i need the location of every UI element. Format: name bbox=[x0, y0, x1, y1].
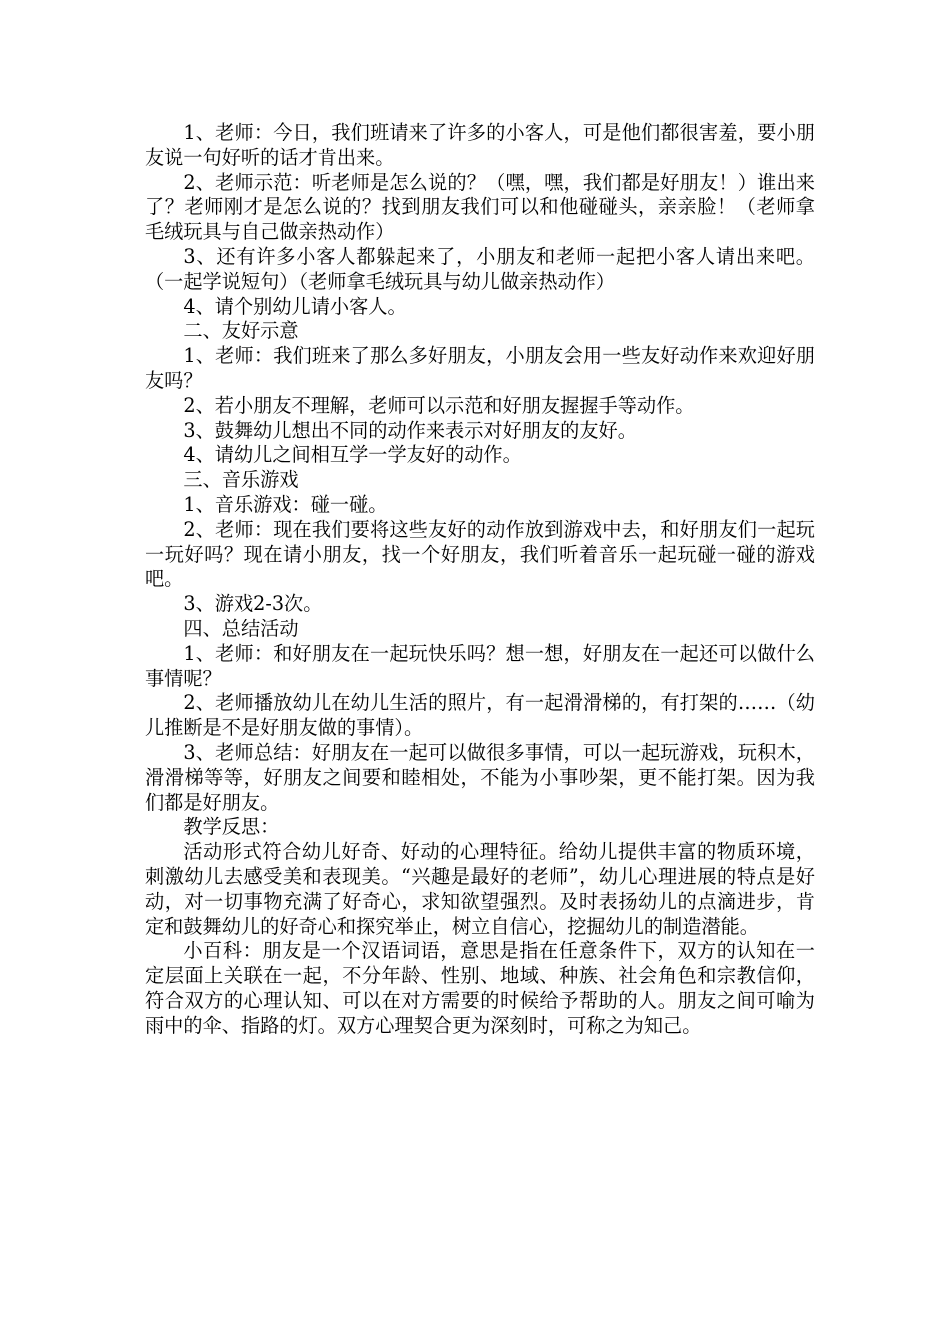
paragraph-music-game-teacher: 2、老师：现在我们要将这些友好的动作放到游戏中去，和好朋友们一起玩一玩好吗？现在请小朋友，找一个好朋友，我们听着音乐一起玩碰一碰的游戏吧。 bbox=[145, 517, 815, 591]
paragraph-summary-question: 1、老师：和好朋友在一起玩快乐吗？想一想，好朋友在一起还可以做什么事情呢？ bbox=[145, 641, 815, 690]
paragraph-learn-each-other: 4、请幼儿之间相互学一学友好的动作。 bbox=[183, 443, 522, 467]
paragraph-invite-guests: 3、还有许多小客人都躲起来了，小朋友和老师一起把小客人请出来吧。（一起学说短句）（老师拿毛绒玩具与幼儿做亲热动作） bbox=[145, 244, 815, 293]
paragraph-handshake-demo: 2、若小朋友不理解，老师可以示范和好朋友握握手等动作。 bbox=[183, 393, 695, 417]
document-page bbox=[145, 121, 815, 1038]
section-heading-reflection: 教学反思： bbox=[183, 815, 280, 839]
section-heading-music-game: 三、音乐游戏 bbox=[183, 468, 299, 492]
paragraph-encourage-actions: 3、鼓舞幼儿想出不同的动作来表示对好朋友的友好。 bbox=[183, 418, 637, 442]
paragraph-music-game-name: 1、音乐游戏：碰一碰。 bbox=[183, 492, 388, 516]
paragraph-reflection: 活动形式符合幼儿好奇、好动的心理特征。给幼儿提供丰富的物质环境，刺激幼儿去感受美和表现美。“兴趣是最好的老师”，幼儿心理进展的特点是好动，对一切事物充满了好奇心，求知欲望强烈。及时表扬幼儿的点滴进步，肯定和鼓舞幼儿的好奇心和探究举止，树立自信心，挖掘幼儿的制造潜能。 bbox=[145, 840, 815, 938]
paragraph-encyclopedia: 小百科：朋友是一个汉语词语，意思是指在任意条件下，双方的认知在一定层面上关联在一起，不分年龄、性别、地域、种族、社会角色和宗教信仰，符合双方的心理认知、可以在对方需要的时候给予帮助的人。朋友之间可喻为雨中的伞、指路的灯。双方心理契合更为深刻时，可称之为知己。 bbox=[145, 939, 815, 1037]
paragraph-friendly-teacher: 1、老师：我们班来了那么多好朋友，小朋友会用一些友好动作来欢迎好朋友吗？ bbox=[145, 344, 815, 392]
section-heading-summary: 四、总结活动 bbox=[183, 616, 299, 640]
paragraph-individual-invite: 4、请个别幼儿请小客人。 bbox=[183, 294, 407, 318]
section-heading-friendly-gesture: 二、友好示意 bbox=[183, 319, 299, 343]
paragraph-teacher-demo: 2、老师示范：听老师是怎么说的？（嘿，嘿，我们都是好朋友！）谁出来了？老师刚才是怎么说的？找到朋友我们可以和他碰碰头，亲亲脸！（老师拿毛绒玩具与自己做亲热动作） bbox=[145, 170, 815, 244]
paragraph-greeting-teacher: 1、老师：今日，我们班请来了许多的小客人，可是他们都很害羞，要小朋友说一句好听的话才肯出来。 bbox=[145, 121, 815, 169]
paragraph-summary-conclusion: 3、老师总结：好朋友在一起可以做很多事情，可以一起玩游戏，玩积木，滑滑梯等等，好朋友之间要和睦相处，不能为小事吵架，更不能打架。因为我们都是好朋友。 bbox=[145, 740, 815, 814]
paragraph-summary-photos: 2、老师播放幼儿在幼儿生活的照片，有一起滑滑梯的，有打架的……（幼儿推断是不是好朋友做的事情）。 bbox=[145, 691, 815, 740]
paragraph-game-repeat: 3、游戏2-3次。 bbox=[183, 592, 323, 616]
